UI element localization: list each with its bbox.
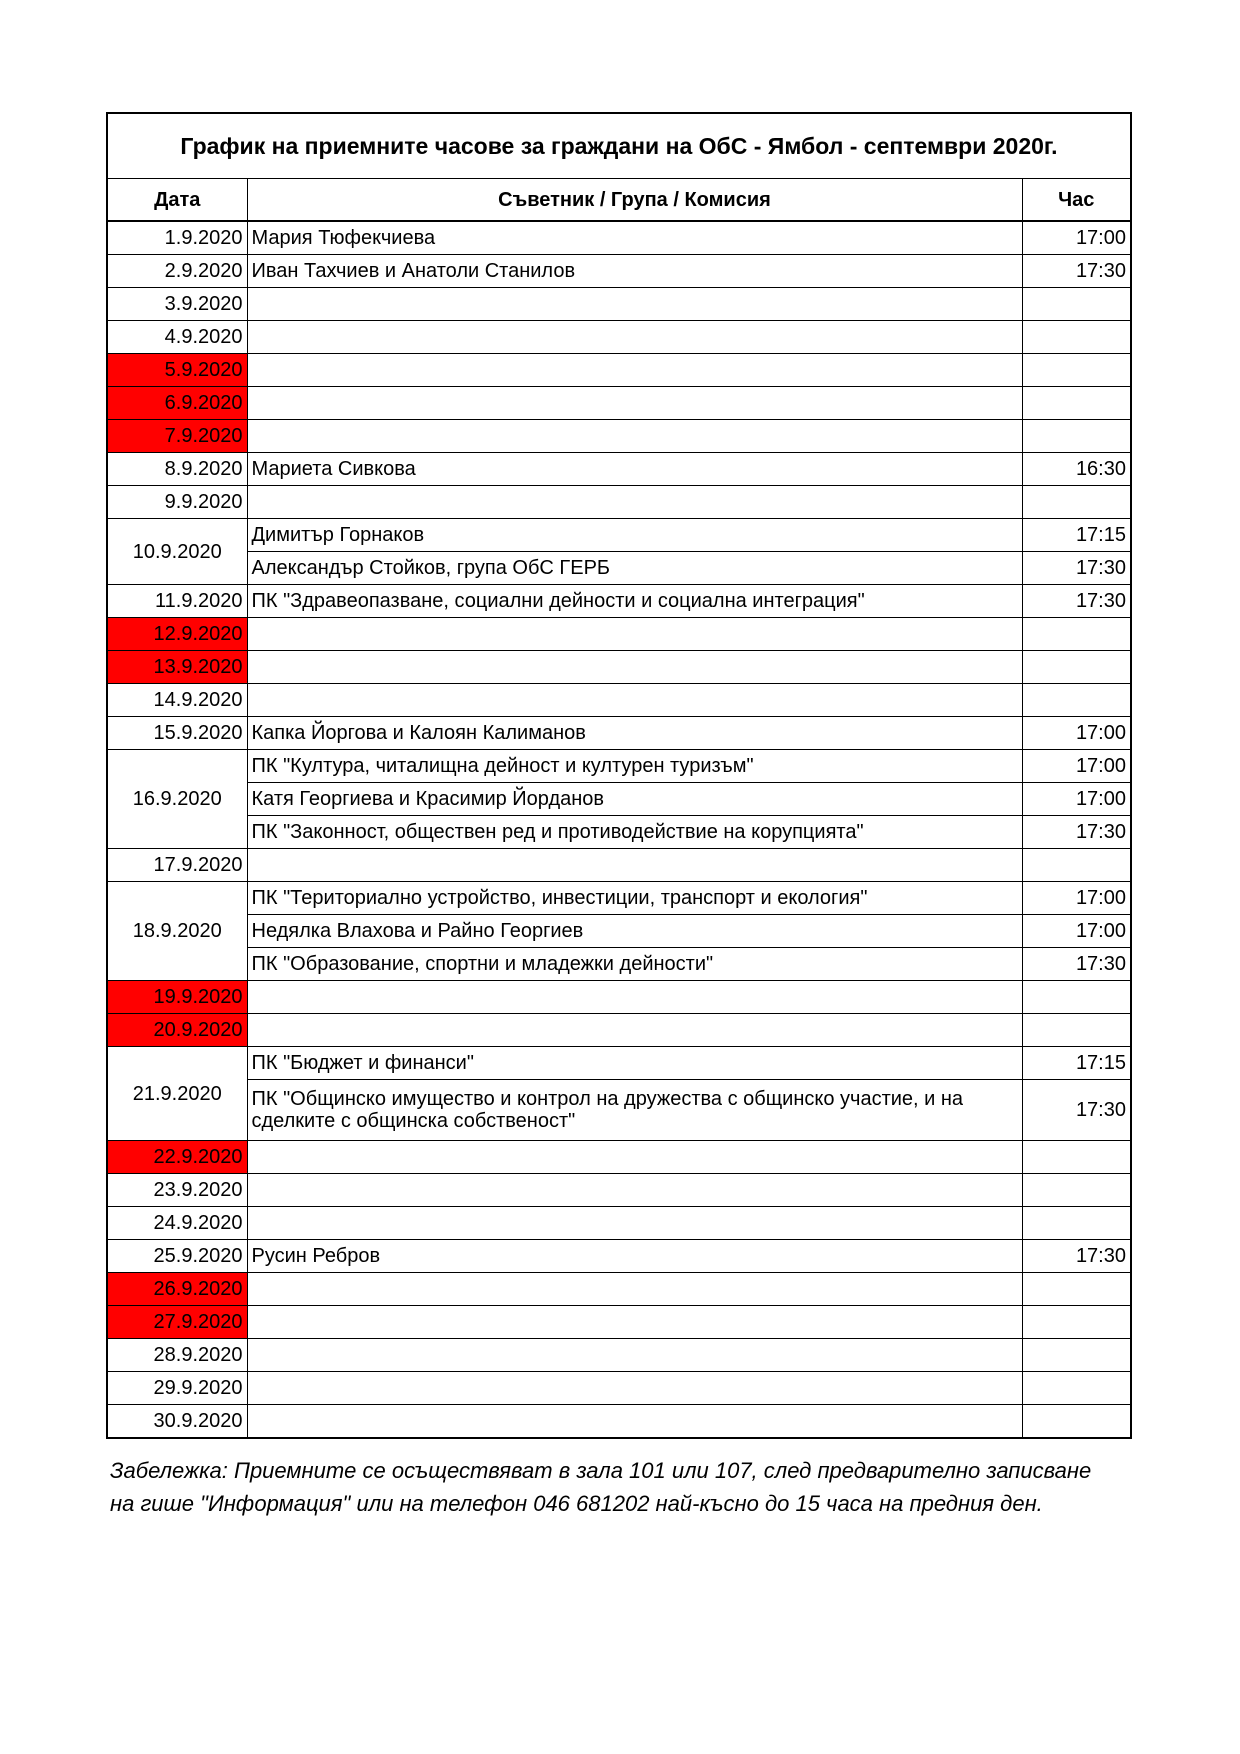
table-row [107, 816, 1131, 849]
time-cell: 17:30 [1022, 255, 1131, 288]
councilor-cell: Мария Тюфекчиева [247, 221, 1022, 255]
date-cell: 3.9.2020 [107, 288, 247, 321]
date-cell: 29.9.2020 [107, 1372, 247, 1405]
councilor-cell [247, 420, 1022, 453]
table-row [107, 915, 1131, 948]
table-row [107, 420, 1131, 453]
table-row [107, 882, 1131, 915]
councilor-cell [247, 1207, 1022, 1240]
councilor-cell [247, 1405, 1022, 1439]
councilor-cell [247, 486, 1022, 519]
councilor-cell [247, 1014, 1022, 1047]
time-cell: 17:30 [1022, 816, 1131, 849]
table-row [107, 321, 1131, 354]
councilor-cell: ПК "Култура, читалищна дейност и културен туризъм" [247, 750, 1022, 783]
time-cell [1022, 618, 1131, 651]
time-cell: 17:00 [1022, 915, 1131, 948]
time-cell: 17:30 [1022, 552, 1131, 585]
table-row [107, 255, 1131, 288]
date-cell: 25.9.2020 [107, 1240, 247, 1273]
councilor-cell [247, 1141, 1022, 1174]
date-cell: 20.9.2020 [107, 1014, 247, 1047]
date-cell: 2.9.2020 [107, 255, 247, 288]
schedule-table [106, 112, 1132, 1439]
councilor-cell: Александър Стойков, група ОбС ГЕРБ [247, 552, 1022, 585]
time-cell [1022, 1014, 1131, 1047]
date-cell: 30.9.2020 [107, 1405, 247, 1439]
date-cell: 11.9.2020 [107, 585, 247, 618]
councilor-cell: ПК "Законност, обществен ред и противодействие на корупцията" [247, 816, 1022, 849]
date-cell: 5.9.2020 [107, 354, 247, 387]
table-row [107, 1240, 1131, 1273]
councilor-cell: Димитър Горнаков [247, 519, 1022, 552]
table-row [107, 1306, 1131, 1339]
table-row [107, 684, 1131, 717]
date-cell: 19.9.2020 [107, 981, 247, 1014]
table-row [107, 585, 1131, 618]
time-cell: 17:30 [1022, 1240, 1131, 1273]
date-cell: 21.9.2020 [107, 1047, 247, 1141]
councilor-cell: Катя Георгиева и Красимир Йорданов [247, 783, 1022, 816]
date-cell: 7.9.2020 [107, 420, 247, 453]
date-cell: 23.9.2020 [107, 1174, 247, 1207]
time-cell [1022, 684, 1131, 717]
councilor-cell [247, 618, 1022, 651]
table-row [107, 1080, 1131, 1141]
table-row [107, 1047, 1131, 1080]
table-row [107, 221, 1131, 255]
table-row [107, 1339, 1131, 1372]
table-row [107, 1014, 1131, 1047]
page-title: График на приемните часове за граждани на ОбС - Ямбол - септември 2020г. [107, 113, 1131, 179]
time-cell [1022, 1405, 1131, 1439]
table-row [107, 288, 1131, 321]
time-cell: 16:30 [1022, 453, 1131, 486]
councilor-cell: Капка Йоргова и Калоян Калиманов [247, 717, 1022, 750]
date-cell: 10.9.2020 [107, 519, 247, 585]
schedule-sheet [106, 112, 1130, 1439]
councilor-cell: ПК "Здравеопазване, социални дейности и социална интеграция" [247, 585, 1022, 618]
table-row [107, 1174, 1131, 1207]
date-cell: 12.9.2020 [107, 618, 247, 651]
table-row [107, 750, 1131, 783]
table-row [107, 453, 1131, 486]
date-cell: 22.9.2020 [107, 1141, 247, 1174]
councilor-cell [247, 849, 1022, 882]
date-cell: 15.9.2020 [107, 717, 247, 750]
councilor-cell [247, 387, 1022, 420]
date-cell: 18.9.2020 [107, 882, 247, 981]
time-cell [1022, 981, 1131, 1014]
councilor-cell [247, 1372, 1022, 1405]
time-cell: 17:30 [1022, 1080, 1131, 1141]
time-cell [1022, 1372, 1131, 1405]
time-cell [1022, 288, 1131, 321]
time-cell: 17:00 [1022, 882, 1131, 915]
date-cell: 8.9.2020 [107, 453, 247, 486]
councilor-cell [247, 354, 1022, 387]
time-cell [1022, 1306, 1131, 1339]
councilor-cell [247, 981, 1022, 1014]
councilor-cell [247, 321, 1022, 354]
councilor-cell [247, 288, 1022, 321]
councilor-cell: Русин Ребров [247, 1240, 1022, 1273]
councilor-cell [247, 1174, 1022, 1207]
councilor-cell: Иван Тахчиев и Анатоли Станилов [247, 255, 1022, 288]
table-row [107, 981, 1131, 1014]
councilor-cell [247, 1306, 1022, 1339]
time-cell [1022, 321, 1131, 354]
header-row [107, 179, 1131, 222]
table-row [107, 618, 1131, 651]
date-cell: 16.9.2020 [107, 750, 247, 849]
time-cell [1022, 387, 1131, 420]
councilor-cell: ПК "Териториално устройство, инвестиции, транспорт и екология" [247, 882, 1022, 915]
date-cell: 24.9.2020 [107, 1207, 247, 1240]
table-row [107, 948, 1131, 981]
table-row [107, 519, 1131, 552]
date-cell: 26.9.2020 [107, 1273, 247, 1306]
table-row [107, 783, 1131, 816]
time-cell: 17:15 [1022, 1047, 1131, 1080]
councilor-cell: Мариета Сивкова [247, 453, 1022, 486]
councilor-column-header: Съветник / Група / Комисия [247, 179, 1022, 222]
councilor-cell [247, 1273, 1022, 1306]
councilor-cell: ПК "Общинско имущество и контрол на дружества с общинско участие, и на сделките с общинска собственост" [247, 1080, 1022, 1141]
time-cell: 17:15 [1022, 519, 1131, 552]
date-column-header: Дата [107, 179, 247, 222]
councilor-cell: Недялка Влахова и Райно Георгиев [247, 915, 1022, 948]
councilor-cell [247, 1339, 1022, 1372]
date-cell: 6.9.2020 [107, 387, 247, 420]
table-row [107, 651, 1131, 684]
table-row [107, 1141, 1131, 1174]
time-cell: 17:00 [1022, 221, 1131, 255]
table-row [107, 1405, 1131, 1439]
date-cell: 14.9.2020 [107, 684, 247, 717]
date-cell: 9.9.2020 [107, 486, 247, 519]
time-cell [1022, 651, 1131, 684]
table-row [107, 552, 1131, 585]
time-cell [1022, 849, 1131, 882]
table-row [107, 1273, 1131, 1306]
time-cell [1022, 486, 1131, 519]
date-cell: 1.9.2020 [107, 221, 247, 255]
table-row [107, 354, 1131, 387]
time-cell [1022, 354, 1131, 387]
table-row [107, 486, 1131, 519]
time-cell: 17:30 [1022, 948, 1131, 981]
date-cell: 27.9.2020 [107, 1306, 247, 1339]
table-row [107, 1372, 1131, 1405]
time-cell: 17:00 [1022, 750, 1131, 783]
time-cell [1022, 1273, 1131, 1306]
councilor-cell [247, 651, 1022, 684]
date-cell: 17.9.2020 [107, 849, 247, 882]
time-cell: 17:00 [1022, 783, 1131, 816]
time-cell [1022, 1174, 1131, 1207]
councilor-cell: ПК "Бюджет и финанси" [247, 1047, 1022, 1080]
time-cell [1022, 1207, 1131, 1240]
time-cell [1022, 420, 1131, 453]
time-cell: 17:00 [1022, 717, 1131, 750]
date-cell: 4.9.2020 [107, 321, 247, 354]
time-cell: 17:30 [1022, 585, 1131, 618]
date-cell: 13.9.2020 [107, 651, 247, 684]
councilor-cell [247, 684, 1022, 717]
table-row [107, 1207, 1131, 1240]
table-row [107, 387, 1131, 420]
time-column-header: Час [1022, 179, 1131, 222]
table-row [107, 849, 1131, 882]
time-cell [1022, 1339, 1131, 1372]
councilor-cell: ПК "Образование, спортни и младежки дейности" [247, 948, 1022, 981]
date-cell: 28.9.2020 [107, 1339, 247, 1372]
footnote: Забележка: Приемните се осъществяват в зала 101 или 107, след предварително записване на гише "Информация" или на телефон 046 681202 най-късно до 15 часа на предния ден. [110, 1458, 1092, 1516]
table-row [107, 717, 1131, 750]
time-cell [1022, 1141, 1131, 1174]
